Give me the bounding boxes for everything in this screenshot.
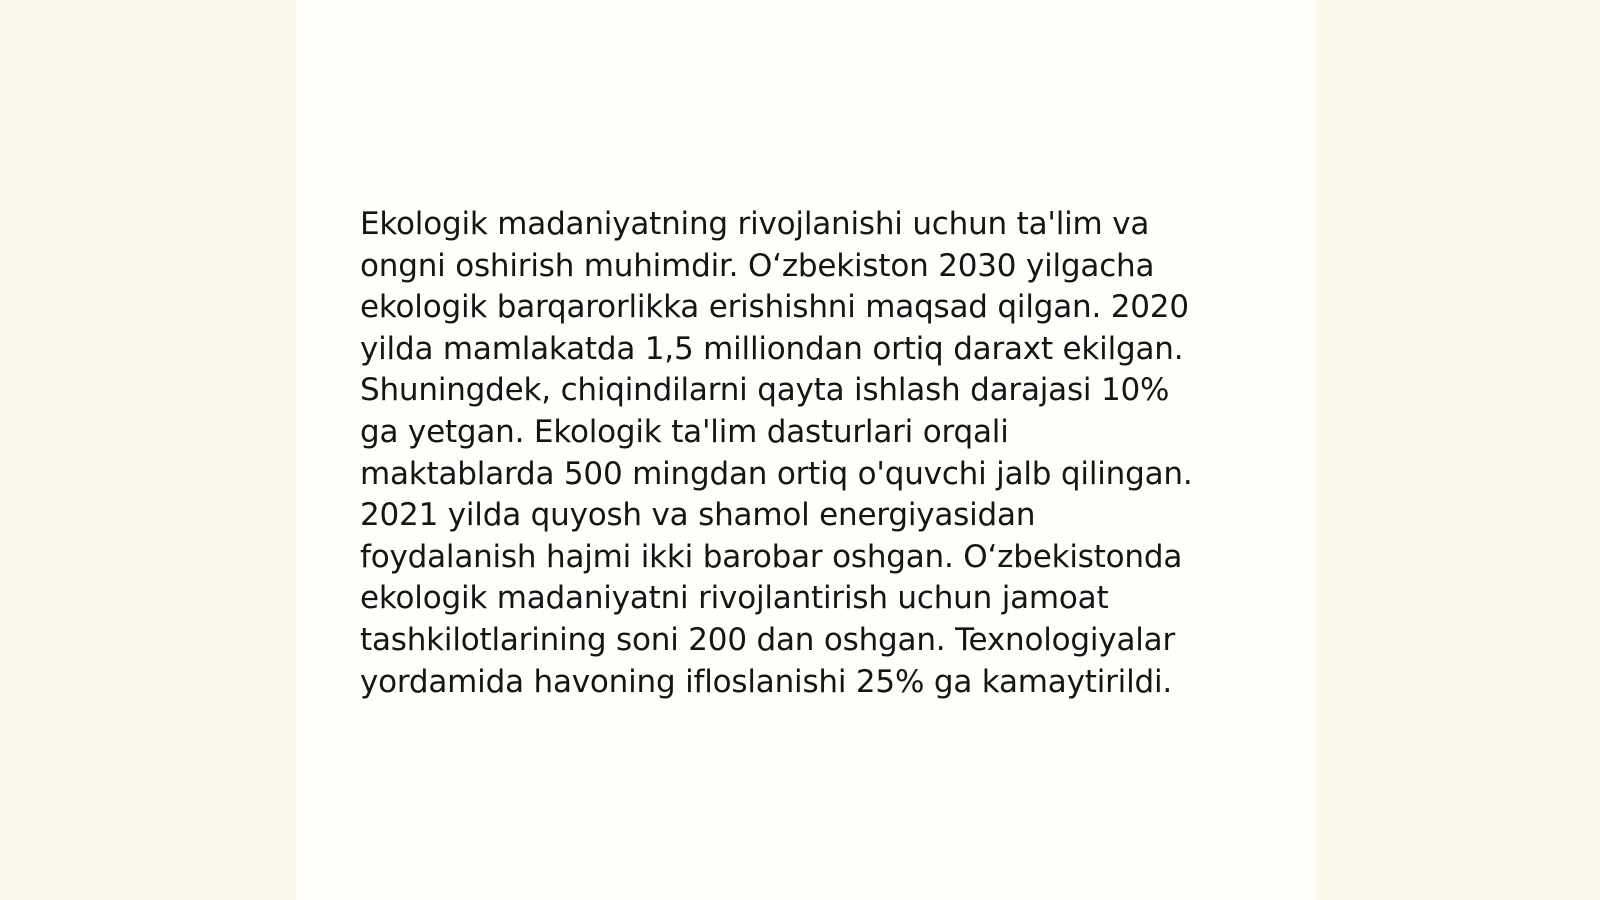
paragraph-line: tashkilotlarining soni 200 dan oshgan. Texnologiyalar	[360, 621, 1176, 658]
paragraph-line: Shuningdek, chiqindilarni qayta ishlash darajasi 10%	[360, 372, 1170, 409]
paragraph-line: yilda mamlakatda 1,5 milliondan ortiq daraxt ekilgan.	[360, 330, 1184, 367]
paragraph-line: Ekologik madaniyatning rivojlanishi uchun ta'lim va	[360, 206, 1150, 242]
paragraph-line: maktablarda 500 mingdan ortiq o'quvchi jalb qilingan.	[360, 455, 1193, 492]
paragraph-line: yordamida havoning ifloslanishi 25% ga kamaytirildi.	[360, 663, 1173, 700]
paragraph-line: ekologik madaniyatni rivojlantirish uchun jamoat	[360, 580, 1109, 617]
paragraph-line: 2021 yilda quyosh va shamol energiyasidan	[360, 497, 1036, 534]
body-paragraph	[360, 204, 1260, 703]
paragraph-line: ekologik barqarorlikka erishishni maqsad qilgan. 2020	[360, 289, 1189, 326]
paragraph-line: foydalanish hajmi ikki barobar oshgan. Oʻzbekistonda	[360, 538, 1183, 575]
paragraph-line: ga yetgan. Ekologik ta'lim dasturlari orqali	[360, 413, 1009, 450]
document-page	[296, 0, 1316, 900]
paragraph-line: ongni oshirish muhimdir. Oʻzbekiston 2030 yilgacha	[360, 247, 1155, 284]
